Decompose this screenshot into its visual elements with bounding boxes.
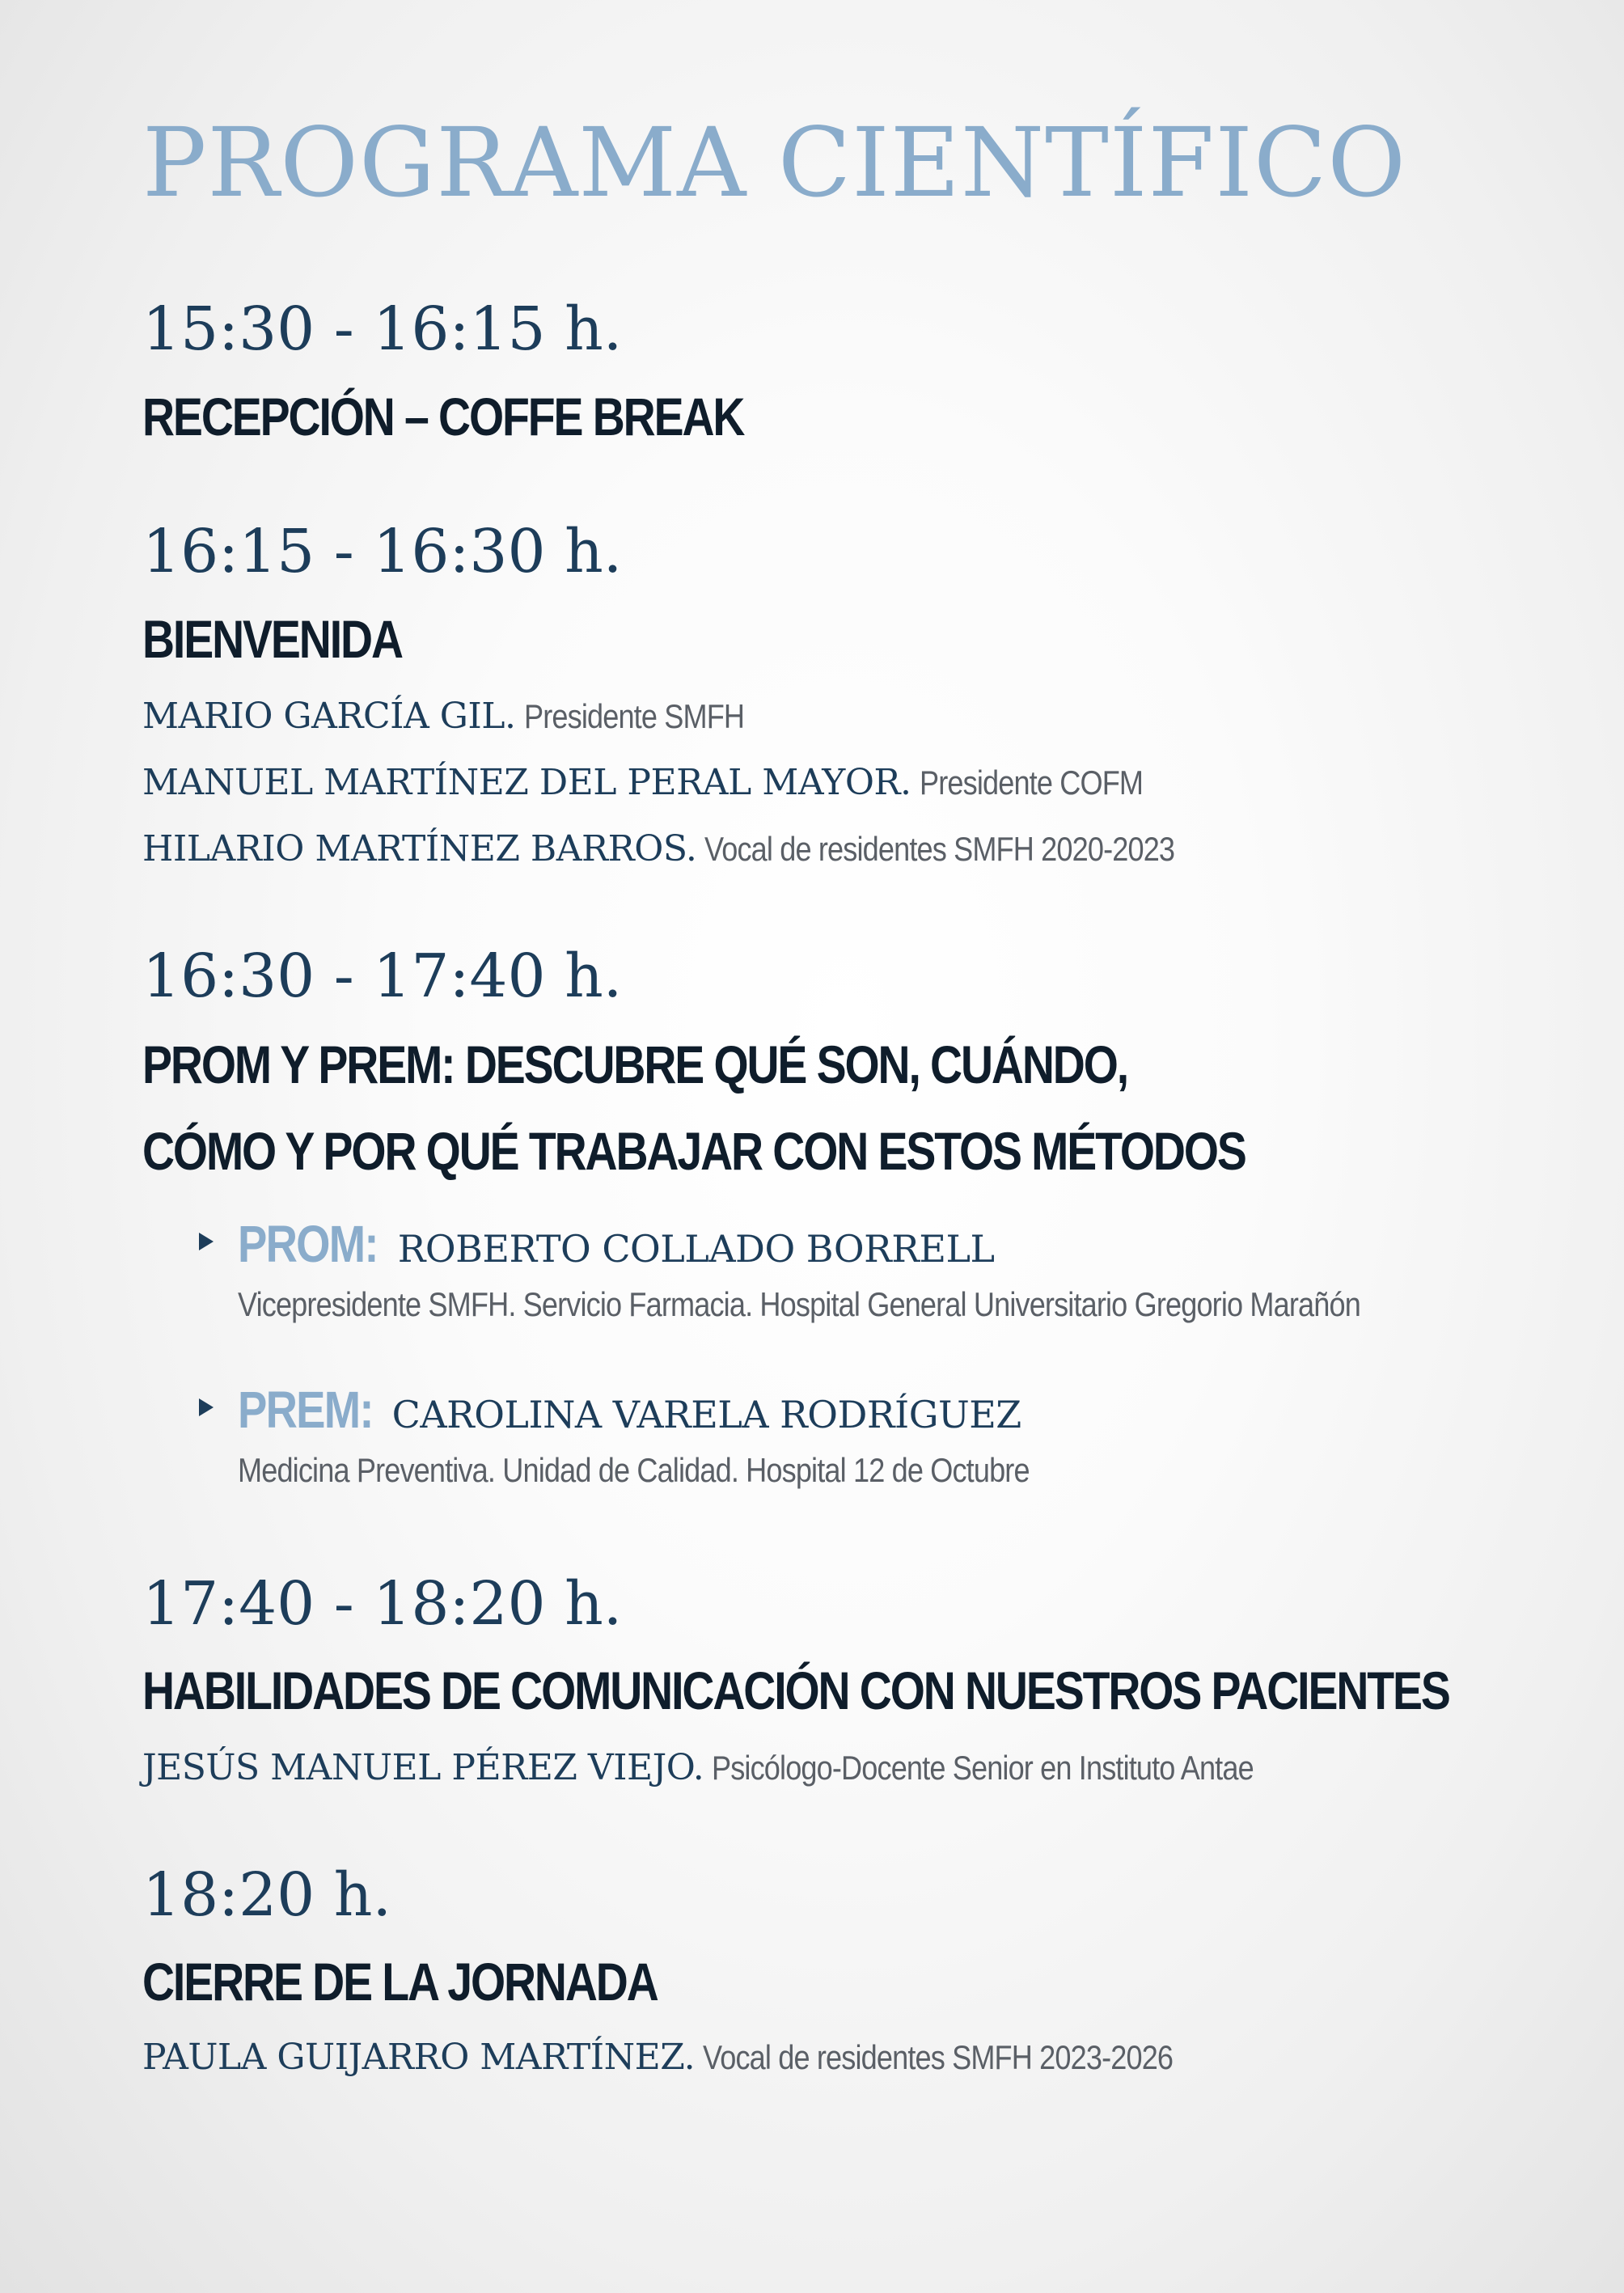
sub-item-name: CAROLINA VARELA RODRÍGUEZ	[391, 1393, 1021, 1436]
sub-item-line	[238, 1381, 1021, 1439]
speaker-role: Psicólogo-Docente Senior en Instituto Antae	[712, 1749, 1254, 1787]
sub-item-label: PROM:	[238, 1215, 378, 1273]
page-title: PROGRAMA CIENTÍFICO	[142, 107, 1406, 218]
session-title: BIENVENIDA	[142, 609, 402, 669]
speaker-entry	[142, 1747, 1342, 1788]
speaker-role: Presidente COFM	[919, 764, 1143, 802]
speaker-entry	[142, 2037, 1250, 2078]
speaker-name: HILARIO MARTÍNEZ BARROS.	[142, 828, 697, 869]
speaker-name: PAULA GUIJARRO MARTÍNEZ.	[142, 2037, 696, 2078]
session-title-line-1: PROM Y PREM: DESCUBRE QUÉ SON, CUÁNDO,	[142, 1034, 1128, 1094]
session-time: 16:30 - 17:40 h.	[142, 941, 623, 1011]
speaker-entry	[142, 696, 780, 737]
session-time: 15:30 - 16:15 h.	[142, 294, 623, 364]
session-title: HABILIDADES DE COMUNICACIÓN CON NUESTROS PACIENTES	[142, 1661, 1449, 1720]
sub-item-label: PREM:	[238, 1381, 373, 1439]
triangle-bullet-icon	[199, 1233, 214, 1250]
speaker-role: Vocal de residentes SMFH 2023-2026	[703, 2038, 1174, 2076]
session-title: CIERRE DE LA JORNADA	[142, 1952, 658, 2012]
session-time: 16:15 - 16:30 h.	[142, 517, 623, 586]
session-title-line-2: CÓMO Y POR QUÉ TRABAJAR CON ESTOS MÉTODOS	[142, 1121, 1245, 1181]
sub-item-detail: Vicepresidente SMFH. Servicio Farmacia. Hospital General Universitario Gregorio Marañón	[238, 1285, 1360, 1323]
speaker-entry	[142, 762, 1179, 803]
speaker-role: Presidente SMFH	[523, 697, 744, 735]
session-title: RECEPCIÓN – COFFE BREAK	[142, 387, 744, 446]
speaker-name: MANUEL MARTÍNEZ DEL PERAL MAYOR.	[142, 762, 911, 803]
speaker-name: JESÚS MANUEL PÉREZ VIEJO.	[142, 1747, 704, 1788]
session-time: 18:20 h.	[142, 1860, 391, 1930]
speaker-role: Vocal de residentes SMFH 2020-2023	[704, 830, 1175, 868]
speaker-name: MARIO GARCÍA GIL.	[142, 696, 516, 737]
triangle-bullet-icon	[199, 1398, 214, 1416]
sub-item-line	[238, 1215, 995, 1273]
sub-item-detail: Medicina Preventiva. Unidad de Calidad. Hospital 12 de Octubre	[238, 1451, 1030, 1489]
speaker-entry	[142, 828, 1251, 869]
sub-item-name: ROBERTO COLLADO BORRELL	[397, 1227, 995, 1271]
session-time: 17:40 - 18:20 h.	[142, 1569, 623, 1639]
